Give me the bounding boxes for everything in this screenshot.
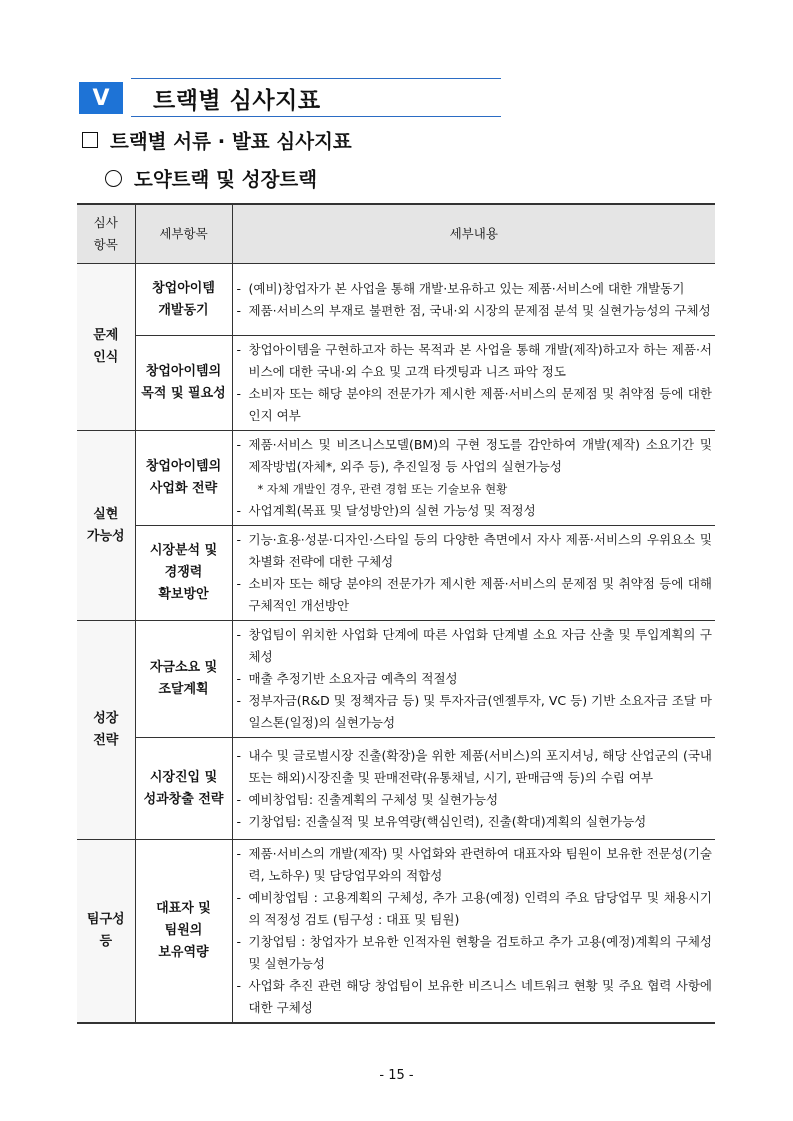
content-cell xyxy=(232,336,715,431)
content-list-item: - 내수 및 글로벌시장 진출(확장)을 위한 제품(서비스)의 포지셔닝, 해당 산업군의 (국내 또는 해외)시장진출 및 판매전략(유통채널, 시기, 판매금액 등)의 수립 여부 xyxy=(236,745,713,789)
content-list-item: - 정부자금(R&D 및 정책자금 등) 및 투자자금(엔젤투자, VC 등) 기반 소요자금 조달 마일스톤(일정)의 실현가능성 xyxy=(236,690,713,734)
item-cell: 창업아이템 개발동기 xyxy=(135,264,232,336)
section-heading xyxy=(82,126,352,154)
item-cell: 창업아이템의 사업화 전략 xyxy=(135,431,232,526)
subsection-title: 도약트랙 및 성장트랙 xyxy=(134,168,318,191)
content-footnote: * 자체 개발인 경우, 관련 경험 또는 기술보유 현황 xyxy=(257,482,508,496)
content-list-item: - 제품·서비스의 개발(제작) 및 사업화와 관련하여 대표자와 팀원이 보유한 전문성(기술력, 노하우) 및 담당업무와의 적합성 xyxy=(236,843,713,887)
content-list-item: - 기창업팀: 진출실적 및 보유역량(핵심인력), 진출(확대)계획의 실현가능성 xyxy=(236,811,713,833)
table-row xyxy=(77,431,715,526)
content-list-item: - (예비)창업자가 본 사업을 통해 개발·보유하고 있는 제품·서비스에 대한 개발동기 xyxy=(236,278,713,300)
content-cell xyxy=(232,264,715,336)
page-number: - 15 - xyxy=(379,1068,414,1083)
chapter-title: 트랙별 심사지표 xyxy=(153,88,321,114)
table-row xyxy=(77,840,715,1024)
evaluation-criteria-table xyxy=(77,203,715,1024)
content-list xyxy=(236,843,713,1019)
chapter-title-bottom-rule xyxy=(131,116,501,117)
square-bullet-icon xyxy=(82,132,98,148)
content-list-item: - 창업아이템을 구현하고자 하는 목적과 본 사업을 통해 개발(제작)하고자 하는 제품·서비스에 대한 국내·외 수요 및 고객 타겟팅과 니즈 파악 정도 xyxy=(236,339,713,383)
content-list xyxy=(236,278,713,322)
table-row xyxy=(77,738,715,840)
subsection-heading xyxy=(105,164,317,192)
content-list xyxy=(236,529,713,617)
table-row xyxy=(77,264,715,336)
table-row xyxy=(77,526,715,621)
content-list-item: - 소비자 또는 해당 분야의 전문가가 제시한 제품·서비스의 문제점 및 취약점 등에 대한 인지 여부 xyxy=(236,383,713,427)
chapter-number-badge: Ⅴ xyxy=(79,82,123,114)
header-category: 심사 항목 xyxy=(77,204,135,264)
section-title: 트랙별 서류 · 발표 심사지표 xyxy=(110,130,352,153)
table-row xyxy=(77,336,715,431)
content-list-item: - 제품·서비스 및 비즈니스모델(BM)의 구현 정도를 감안하여 개발(제작) 소요기간 및 제작방법(자체*, 외주 등), 추진일정 등 사업의 실현가능성 xyxy=(236,434,713,478)
chapter-title-top-rule xyxy=(131,78,501,79)
content-list-item: - 제품·서비스의 부재로 불편한 점, 국내·외 시장의 문제점 분석 및 실현가능성의 구체성 xyxy=(236,300,713,322)
table-header-row xyxy=(77,204,715,264)
content-list-item: - 매출 추정기반 소요자금 예측의 적절성 xyxy=(236,668,713,690)
header-content: 세부내용 xyxy=(232,204,715,264)
content-cell xyxy=(232,621,715,738)
content-list-item: - 기능·효용·성분·디자인·스타일 등의 다양한 측면에서 자사 제품·서비스의 우위요소 및 차별화 전략에 대한 구체성 xyxy=(236,529,713,573)
content-list xyxy=(236,434,713,522)
item-cell: 시장분석 및 경쟁력 확보방안 xyxy=(135,526,232,621)
content-list-item: - 예비창업팀 : 고용계획의 구체성, 추가 고용(예정) 인력의 주요 담당업무 및 채용시기의 적정성 검토 (팀구성 : 대표 및 팀원) xyxy=(236,887,713,931)
category-cell: 실현 가능성 xyxy=(77,431,135,621)
content-list-item: - 예비창업팀: 진출계획의 구체성 및 실현가능성 xyxy=(236,789,713,811)
table-row xyxy=(77,621,715,738)
content-cell xyxy=(232,526,715,621)
content-cell xyxy=(232,738,715,840)
content-list xyxy=(236,624,713,734)
content-list-item: - 소비자 또는 해당 분야의 전문가가 제시한 제품·서비스의 문제점 및 취약점 등에 대해 구체적인 개선방안 xyxy=(236,573,713,617)
content-list xyxy=(236,339,713,427)
item-cell: 대표자 및 팀원의 보유역량 xyxy=(135,840,232,1024)
item-cell: 시장진입 및 성과창출 전략 xyxy=(135,738,232,840)
category-cell: 문제 인식 xyxy=(77,264,135,431)
category-cell: 팀구성 등 xyxy=(77,840,135,1024)
item-cell: 자금소요 및 조달계획 xyxy=(135,621,232,738)
item-cell: 창업아이템의 목적 및 필요성 xyxy=(135,336,232,431)
content-cell xyxy=(232,840,715,1024)
content-list-item: - 기창업팀 : 창업자가 보유한 인적자원 현황을 검토하고 추가 고용(예정)계획의 구체성 및 실현가능성 xyxy=(236,931,713,975)
content-list xyxy=(236,745,713,833)
circle-bullet-icon xyxy=(105,170,122,187)
category-cell: 성장 전략 xyxy=(77,621,135,840)
header-item: 세부항목 xyxy=(135,204,232,264)
content-list-item: - 사업화 추진 관련 해당 창업팀이 보유한 비즈니스 네트워크 현황 및 주요 협력 사항에 대한 구체성 xyxy=(236,975,713,1019)
content-list-item: - 사업계획(목표 및 달성방안)의 실현 가능성 및 적정성 xyxy=(236,500,713,522)
content-list-item: - 창업팀이 위치한 사업화 단계에 따른 사업화 단계별 소요 자금 산출 및 투입계획의 구체성 xyxy=(236,624,713,668)
content-cell xyxy=(232,431,715,526)
